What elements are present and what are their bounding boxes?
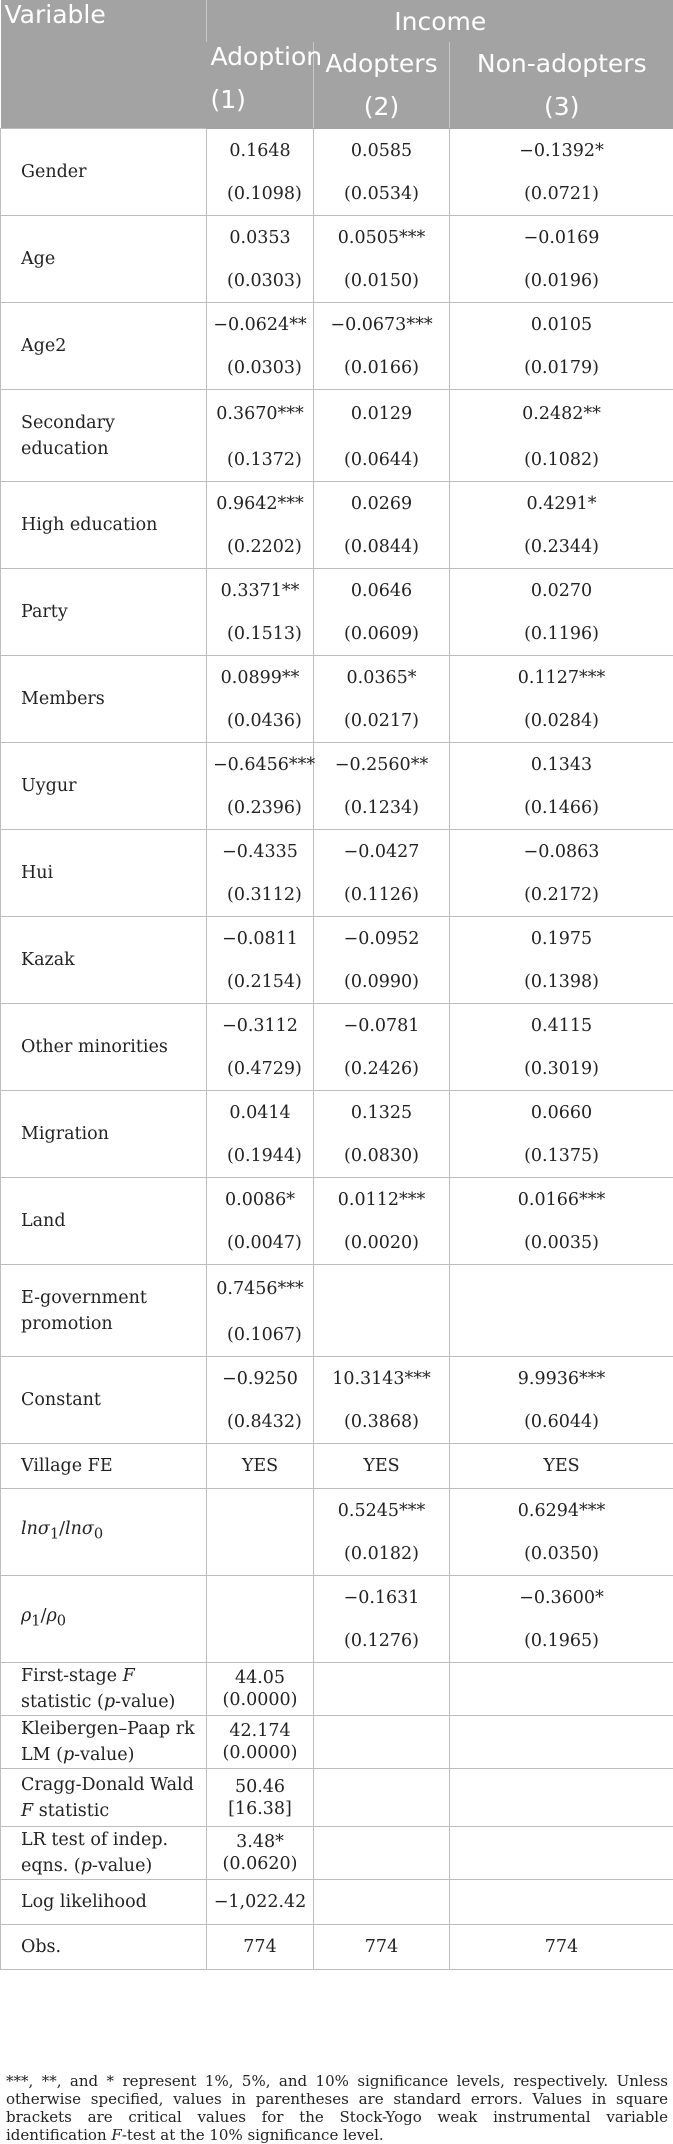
- table-row: [1, 1925, 673, 1970]
- loglik-value: −1,022.42: [207, 1880, 314, 1925]
- table-row: [1, 129, 673, 173]
- table-row: [1, 1716, 673, 1769]
- test-label-pre: First-stage: [21, 1666, 123, 1686]
- obs-value: 774: [314, 1925, 450, 1970]
- row-4-se: (0.2202): [207, 525, 314, 569]
- test-label-pre: Kleibergen–Paap rk LM (: [21, 1719, 195, 1765]
- test-value-p: (0.0000): [213, 1742, 307, 1764]
- row-10-se: (0.4729): [207, 1047, 314, 1091]
- table-body: [1, 129, 673, 1970]
- table-row: [1, 1576, 673, 1620]
- table-row: [1, 1091, 673, 1135]
- row-9-label: Kazak: [1, 917, 207, 1004]
- row-6-coef: 0.1127***: [450, 656, 673, 700]
- header-variable: Variable: [1, 0, 207, 129]
- row-4-coef: 0.4291*: [450, 482, 673, 526]
- rho-se: [207, 1619, 314, 1663]
- row-14-coef: 9.9936***: [450, 1357, 673, 1401]
- row-6-label: Members: [1, 656, 207, 743]
- row-9-coef: 0.1975: [450, 917, 673, 961]
- test-label-0: [1, 1663, 207, 1716]
- row-2-label: Age2: [1, 303, 207, 390]
- row-0-coef: 0.0585: [314, 129, 450, 173]
- row-14-se: (0.6044): [450, 1400, 673, 1444]
- row-11-se: (0.0830): [314, 1134, 450, 1178]
- lnsigma-sub-a: 1: [50, 1526, 59, 1543]
- test-label-1: [1, 1716, 207, 1769]
- table-row: [1, 1357, 673, 1401]
- table-row: [1, 1663, 673, 1716]
- lnsigma-slash: /: [59, 1519, 65, 1539]
- test-value-p: (0.0620): [213, 1853, 307, 1875]
- rho-se: (0.1965): [450, 1619, 673, 1663]
- row-11-se: (0.1944): [207, 1134, 314, 1178]
- test-label-italic: p: [81, 1856, 92, 1876]
- row-6-se: (0.0436): [207, 699, 314, 743]
- footnote-text-1: ***, **, and * represent 1%, 5%, and 10% significance levels, respectively. Unless otherwise specified, values in parentheses are standard errors. Values in square brackets are critical values for the Stock-Yogo weak instrumental variable identification: [6, 2072, 668, 2144]
- test-value-p: (0.0000): [213, 1689, 307, 1711]
- test-label-post: statistic (: [21, 1692, 104, 1712]
- rho-se: (0.1276): [314, 1619, 450, 1663]
- test-empty: [314, 1716, 450, 1769]
- row-0-label: Gender: [1, 129, 207, 216]
- row-2-coef: −0.0673***: [314, 303, 450, 347]
- row-1-coef: −0.0169: [450, 216, 673, 260]
- test-value-main: 50.46 [16.38]: [213, 1776, 307, 1820]
- lnsigma-coef: 0.5245***: [314, 1489, 450, 1533]
- header-adoption: Adoption: [207, 42, 314, 85]
- row-10-coef: −0.3112: [207, 1004, 314, 1048]
- row-3-se: (0.0644): [314, 438, 450, 482]
- row-1-se: (0.0303): [207, 259, 314, 303]
- test-label-3: [1, 1827, 207, 1880]
- row-3-label: Secondary education: [1, 390, 207, 482]
- row-8-se: (0.3112): [207, 873, 314, 917]
- test-label-italic: p: [63, 1745, 74, 1765]
- row-13-se: (0.1067): [207, 1313, 314, 1357]
- row-11-label: Migration: [1, 1091, 207, 1178]
- row-6-coef: 0.0365*: [314, 656, 450, 700]
- row-8-coef: −0.0427: [314, 830, 450, 874]
- footnote-f: F: [111, 2126, 121, 2144]
- table-row: [1, 482, 673, 526]
- test-empty: [450, 1663, 673, 1716]
- loglik-label: Log likelihood: [1, 1880, 207, 1925]
- test-empty: [314, 1769, 450, 1827]
- test-label-post: statistic: [33, 1801, 109, 1821]
- table-row: [1, 216, 673, 260]
- test-empty: [314, 1663, 450, 1716]
- row-12-se: (0.0035): [450, 1221, 673, 1265]
- lnsigma-se: (0.0182): [314, 1532, 450, 1576]
- village-fe-value: YES: [450, 1444, 673, 1489]
- row-9-coef: −0.0952: [314, 917, 450, 961]
- test-value-2: [207, 1769, 314, 1827]
- row-0-se: (0.0534): [314, 172, 450, 216]
- lnsigma-sub-b: 0: [94, 1526, 103, 1543]
- row-13-se: [314, 1313, 450, 1357]
- obs-value: 774: [450, 1925, 673, 1970]
- header-num-1: (1): [207, 85, 314, 129]
- row-12-se: (0.0020): [314, 1221, 450, 1265]
- row-1-se: (0.0150): [314, 259, 450, 303]
- lnsigma-se: [207, 1532, 314, 1576]
- rho-coef: [207, 1576, 314, 1620]
- row-8-coef: −0.0863: [450, 830, 673, 874]
- test-empty: [450, 1716, 673, 1769]
- table-row: [1, 1004, 673, 1048]
- row-5-se: (0.0609): [314, 612, 450, 656]
- row-2-se: (0.0166): [314, 346, 450, 390]
- village-fe-value: YES: [314, 1444, 450, 1489]
- test-label-end: -value): [115, 1692, 175, 1712]
- row-4-label: High education: [1, 482, 207, 569]
- row-5-coef: 0.0270: [450, 569, 673, 613]
- test-label-post: -value): [74, 1745, 134, 1765]
- table-row: [1, 743, 673, 787]
- row-4-se: (0.2344): [450, 525, 673, 569]
- row-12-coef: 0.0112***: [314, 1178, 450, 1222]
- test-value-main: 42.174: [213, 1720, 307, 1742]
- row-11-coef: 0.0414: [207, 1091, 314, 1135]
- row-3-coef: 0.3670***: [207, 390, 314, 439]
- row-10-coef: −0.0781: [314, 1004, 450, 1048]
- lnsigma-label: [1, 1489, 207, 1576]
- test-value-main: 3.48*: [213, 1831, 307, 1853]
- test-label-post: -value): [92, 1856, 152, 1876]
- rho-label: [1, 1576, 207, 1663]
- test-value-3: [207, 1827, 314, 1880]
- test-value-1: [207, 1716, 314, 1769]
- row-7-label: Uygur: [1, 743, 207, 830]
- table-row: [1, 1827, 673, 1880]
- table-row: [1, 303, 673, 347]
- row-10-se: (0.2426): [314, 1047, 450, 1091]
- table-row: [1, 1880, 673, 1925]
- table-row: [1, 1769, 673, 1827]
- row-5-coef: 0.0646: [314, 569, 450, 613]
- row-10-label: Other minorities: [1, 1004, 207, 1091]
- row-12-coef: 0.0166***: [450, 1178, 673, 1222]
- test-label-2: [1, 1769, 207, 1827]
- row-8-se: (0.2172): [450, 873, 673, 917]
- table-row: [1, 1178, 673, 1222]
- rho-sub-a: 1: [31, 1613, 40, 1630]
- table-row: [1, 569, 673, 613]
- row-4-coef: 0.0269: [314, 482, 450, 526]
- lnsigma-se: (0.0350): [450, 1532, 673, 1576]
- obs-label: Obs.: [1, 1925, 207, 1970]
- lnsigma-sym-b: lnσ: [65, 1519, 94, 1539]
- rho-sub-b: 0: [57, 1613, 66, 1630]
- header-income: Income: [207, 0, 673, 42]
- row-3-se: (0.1082): [450, 438, 673, 482]
- row-5-label: Party: [1, 569, 207, 656]
- loglik-value: [450, 1880, 673, 1925]
- row-14-se: (0.8432): [207, 1400, 314, 1444]
- row-7-coef: −0.6456***: [207, 743, 314, 787]
- rho-sym-b: ρ: [46, 1606, 56, 1626]
- test-value-main: 44.05: [213, 1667, 307, 1689]
- test-label-italic: F: [21, 1801, 33, 1821]
- row-8-se: (0.1126): [314, 873, 450, 917]
- row-14-coef: 10.3143***: [314, 1357, 450, 1401]
- row-7-se: (0.1466): [450, 786, 673, 830]
- lnsigma-coef: 0.6294***: [450, 1489, 673, 1533]
- village-fe-value: YES: [207, 1444, 314, 1489]
- table-row: [1, 830, 673, 874]
- test-label-italic: F: [123, 1666, 135, 1686]
- test-label-pre: Cragg-Donald Wald: [21, 1775, 194, 1795]
- row-9-se: (0.2154): [207, 960, 314, 1004]
- row-0-se: (0.0721): [450, 172, 673, 216]
- row-2-coef: −0.0624**: [207, 303, 314, 347]
- row-9-se: (0.0990): [314, 960, 450, 1004]
- row-0-se: (0.1098): [207, 172, 314, 216]
- row-9-se: (0.1398): [450, 960, 673, 1004]
- row-2-coef: 0.0105: [450, 303, 673, 347]
- row-13-se: [450, 1313, 673, 1357]
- table-header: [1, 0, 673, 129]
- row-1-coef: 0.0505***: [314, 216, 450, 260]
- rho-slash: /: [41, 1606, 47, 1626]
- table-row: [1, 1444, 673, 1489]
- lnsigma-sym-a: lnσ: [21, 1519, 50, 1539]
- test-label-pre: LR test of indep. eqns. (: [21, 1830, 168, 1876]
- row-4-se: (0.0844): [314, 525, 450, 569]
- row-2-se: (0.0303): [207, 346, 314, 390]
- table-row: [1, 656, 673, 700]
- row-3-se: (0.1372): [207, 438, 314, 482]
- row-10-coef: 0.4115: [450, 1004, 673, 1048]
- row-6-se: (0.0284): [450, 699, 673, 743]
- row-5-coef: 0.3371**: [207, 569, 314, 613]
- row-6-se: (0.0217): [314, 699, 450, 743]
- lnsigma-coef: [207, 1489, 314, 1533]
- lnsigma-label-text: [21, 1519, 103, 1539]
- row-3-coef: 0.0129: [314, 390, 450, 439]
- row-5-se: (0.1513): [207, 612, 314, 656]
- row-6-coef: 0.0899**: [207, 656, 314, 700]
- row-14-se: (0.3868): [314, 1400, 450, 1444]
- header-num-3: (3): [450, 85, 673, 129]
- row-14-coef: −0.9250: [207, 1357, 314, 1401]
- row-1-coef: 0.0353: [207, 216, 314, 260]
- row-3-coef: 0.2482**: [450, 390, 673, 439]
- table-row: [1, 917, 673, 961]
- footnote-text-2: -test at the 10% significance level.: [122, 2126, 384, 2144]
- header-non-adopters: Non-adopters: [450, 42, 673, 85]
- row-10-se: (0.3019): [450, 1047, 673, 1091]
- row-0-coef: 0.1648: [207, 129, 314, 173]
- table-row: [1, 1265, 673, 1314]
- row-7-coef: −0.2560**: [314, 743, 450, 787]
- test-value-0: [207, 1663, 314, 1716]
- row-7-coef: 0.1343: [450, 743, 673, 787]
- row-12-coef: 0.0086*: [207, 1178, 314, 1222]
- header-adopters: Adopters: [314, 42, 450, 85]
- row-7-se: (0.1234): [314, 786, 450, 830]
- row-13-coef: [450, 1265, 673, 1314]
- row-9-coef: −0.0811: [207, 917, 314, 961]
- row-11-coef: 0.1325: [314, 1091, 450, 1135]
- row-2-se: (0.0179): [450, 346, 673, 390]
- rho-coef: −0.3600*: [450, 1576, 673, 1620]
- row-13-label: E-government promotion: [1, 1265, 207, 1357]
- village-fe-label: Village FE: [1, 1444, 207, 1489]
- row-14-label: Constant: [1, 1357, 207, 1444]
- row-1-label: Age: [1, 216, 207, 303]
- rho-coef: −0.1631: [314, 1576, 450, 1620]
- row-8-coef: −0.4335: [207, 830, 314, 874]
- table-footnote: [6, 2072, 668, 2144]
- rho-label-text: [21, 1606, 66, 1626]
- row-11-coef: 0.0660: [450, 1091, 673, 1135]
- obs-value: 774: [207, 1925, 314, 1970]
- table-row: [1, 1489, 673, 1533]
- test-empty: [314, 1827, 450, 1880]
- row-7-se: (0.2396): [207, 786, 314, 830]
- row-0-coef: −0.1392*: [450, 129, 673, 173]
- loglik-value: [314, 1880, 450, 1925]
- row-12-label: Land: [1, 1178, 207, 1265]
- row-1-se: (0.0196): [450, 259, 673, 303]
- header-num-2: (2): [314, 85, 450, 129]
- row-8-label: Hui: [1, 830, 207, 917]
- row-5-se: (0.1196): [450, 612, 673, 656]
- test-empty: [450, 1827, 673, 1880]
- rho-sym-a: ρ: [21, 1606, 31, 1626]
- row-13-coef: 0.7456***: [207, 1265, 314, 1314]
- row-13-coef: [314, 1265, 450, 1314]
- test-label-italic-2: p: [104, 1692, 115, 1712]
- row-11-se: (0.1375): [450, 1134, 673, 1178]
- row-4-coef: 0.9642***: [207, 482, 314, 526]
- test-empty: [450, 1769, 673, 1827]
- row-12-se: (0.0047): [207, 1221, 314, 1265]
- table-row: [1, 390, 673, 439]
